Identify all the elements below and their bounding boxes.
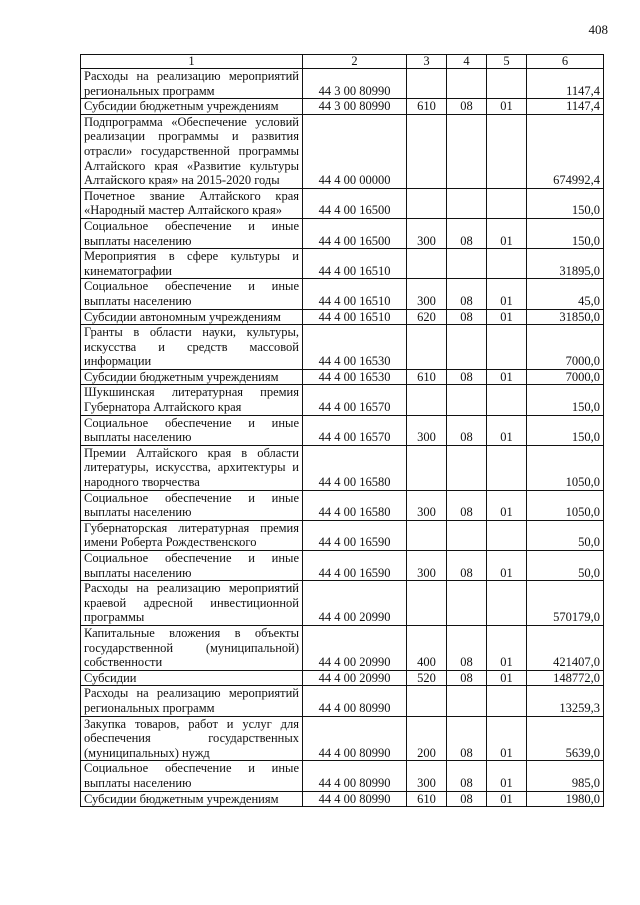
row-pr-cell [487, 69, 527, 99]
row-code-cell: 44 4 00 80990 [303, 686, 407, 716]
table-row [81, 581, 604, 626]
row-vr-cell: 610 [407, 369, 447, 385]
row-rz-cell [447, 325, 487, 370]
budget-table [80, 54, 604, 807]
row-name-cell: Расходы на реализацию мероприятий региональных программ [81, 686, 303, 716]
row-pr-cell: 01 [487, 716, 527, 761]
row-rz-cell: 08 [447, 490, 487, 520]
row-amount-cell: 148772,0 [527, 670, 604, 686]
column-header-name: 1 [81, 55, 303, 69]
row-code-cell: 44 3 00 80990 [303, 69, 407, 99]
table-row [81, 279, 604, 309]
row-amount-cell: 13259,3 [527, 686, 604, 716]
table-row [81, 188, 604, 218]
row-vr-cell: 610 [407, 99, 447, 115]
table-row [81, 625, 604, 670]
table-row [81, 490, 604, 520]
row-vr-cell: 300 [407, 218, 447, 248]
row-vr-cell: 300 [407, 490, 447, 520]
row-code-cell: 44 4 00 16570 [303, 415, 407, 445]
row-pr-cell: 01 [487, 670, 527, 686]
row-vr-cell: 400 [407, 625, 447, 670]
row-code-cell: 44 3 00 80990 [303, 99, 407, 115]
row-pr-cell: 01 [487, 551, 527, 581]
row-pr-cell: 01 [487, 490, 527, 520]
row-vr-cell: 200 [407, 716, 447, 761]
row-vr-cell: 300 [407, 551, 447, 581]
row-amount-cell: 150,0 [527, 218, 604, 248]
row-amount-cell: 421407,0 [527, 625, 604, 670]
table-row [81, 670, 604, 686]
row-code-cell: 44 4 00 20990 [303, 581, 407, 626]
row-name-cell: Премии Алтайского края в области литературы, искусства, архитектуры и народного творчества [81, 445, 303, 490]
row-amount-cell: 7000,0 [527, 369, 604, 385]
row-rz-cell [447, 520, 487, 550]
row-pr-cell [487, 385, 527, 415]
row-code-cell: 44 4 00 80990 [303, 791, 407, 807]
row-name-cell: Субсидии бюджетным учреждениям [81, 99, 303, 115]
row-pr-cell [487, 249, 527, 279]
row-pr-cell [487, 581, 527, 626]
row-amount-cell: 50,0 [527, 551, 604, 581]
row-vr-cell [407, 520, 447, 550]
column-header-code: 2 [303, 55, 407, 69]
row-pr-cell: 01 [487, 625, 527, 670]
row-vr-cell [407, 249, 447, 279]
row-name-cell: Закупка товаров, работ и услуг для обеспечения государственных (муниципальных) нужд [81, 716, 303, 761]
row-vr-cell [407, 581, 447, 626]
row-pr-cell: 01 [487, 415, 527, 445]
row-name-cell: Субсидии автономным учреждениям [81, 309, 303, 325]
row-pr-cell [487, 114, 527, 188]
row-rz-cell [447, 445, 487, 490]
row-name-cell: Субсидии [81, 670, 303, 686]
row-code-cell: 44 4 00 16580 [303, 445, 407, 490]
row-name-cell: Социальное обеспечение и иные выплаты населению [81, 415, 303, 445]
row-rz-cell: 08 [447, 761, 487, 791]
row-code-cell: 44 4 00 20990 [303, 670, 407, 686]
row-pr-cell [487, 188, 527, 218]
row-pr-cell: 01 [487, 309, 527, 325]
row-rz-cell [447, 686, 487, 716]
row-amount-cell: 1147,4 [527, 69, 604, 99]
column-header-vr: 3 [407, 55, 447, 69]
row-code-cell: 44 4 00 16500 [303, 188, 407, 218]
row-amount-cell: 50,0 [527, 520, 604, 550]
row-code-cell: 44 4 00 16510 [303, 249, 407, 279]
row-pr-cell: 01 [487, 761, 527, 791]
row-name-cell: Гранты в области науки, культуры, искусства и средств массовой информации [81, 325, 303, 370]
row-vr-cell [407, 445, 447, 490]
table-row [81, 309, 604, 325]
row-pr-cell [487, 686, 527, 716]
row-rz-cell: 08 [447, 309, 487, 325]
row-rz-cell: 08 [447, 625, 487, 670]
row-vr-cell: 520 [407, 670, 447, 686]
table-row [81, 791, 604, 807]
table-row [81, 445, 604, 490]
row-name-cell: Мероприятия в сфере культуры и кинематографии [81, 249, 303, 279]
table-row [81, 99, 604, 115]
row-code-cell: 44 4 00 16570 [303, 385, 407, 415]
column-header-amount: 6 [527, 55, 604, 69]
row-name-cell: Социальное обеспечение и иные выплаты населению [81, 761, 303, 791]
row-code-cell: 44 4 00 16590 [303, 551, 407, 581]
row-pr-cell [487, 325, 527, 370]
row-vr-cell: 610 [407, 791, 447, 807]
row-name-cell: Социальное обеспечение и иные выплаты населению [81, 551, 303, 581]
table-row [81, 369, 604, 385]
row-rz-cell [447, 69, 487, 99]
row-vr-cell: 300 [407, 279, 447, 309]
row-code-cell: 44 4 00 20990 [303, 625, 407, 670]
row-vr-cell: 300 [407, 761, 447, 791]
row-amount-cell: 1050,0 [527, 445, 604, 490]
row-rz-cell: 08 [447, 670, 487, 686]
row-rz-cell: 08 [447, 551, 487, 581]
row-amount-cell: 150,0 [527, 385, 604, 415]
row-rz-cell [447, 581, 487, 626]
row-name-cell: Социальное обеспечение и иные выплаты населению [81, 279, 303, 309]
row-name-cell: Губернаторская литературная премия имени Роберта Рождественского [81, 520, 303, 550]
table-row [81, 716, 604, 761]
column-header-rz: 4 [447, 55, 487, 69]
row-vr-cell [407, 188, 447, 218]
row-amount-cell: 985,0 [527, 761, 604, 791]
row-name-cell: Шукшинская литературная премия Губернатора Алтайского края [81, 385, 303, 415]
row-amount-cell: 1050,0 [527, 490, 604, 520]
row-amount-cell: 7000,0 [527, 325, 604, 370]
row-code-cell: 44 4 00 00000 [303, 114, 407, 188]
row-code-cell: 44 4 00 16590 [303, 520, 407, 550]
row-vr-cell [407, 325, 447, 370]
row-amount-cell: 150,0 [527, 415, 604, 445]
table-row [81, 218, 604, 248]
row-pr-cell [487, 445, 527, 490]
row-amount-cell: 1147,4 [527, 99, 604, 115]
row-pr-cell [487, 520, 527, 550]
row-name-cell: Социальное обеспечение и иные выплаты населению [81, 490, 303, 520]
row-amount-cell: 31850,0 [527, 309, 604, 325]
table-row [81, 69, 604, 99]
table-row [81, 114, 604, 188]
table-row [81, 551, 604, 581]
row-vr-cell [407, 114, 447, 188]
row-name-cell: Субсидии бюджетным учреждениям [81, 791, 303, 807]
row-amount-cell: 45,0 [527, 279, 604, 309]
row-vr-cell: 620 [407, 309, 447, 325]
row-code-cell: 44 4 00 16510 [303, 279, 407, 309]
page-number: 408 [588, 22, 608, 37]
row-pr-cell: 01 [487, 791, 527, 807]
row-code-cell: 44 4 00 16500 [303, 218, 407, 248]
row-rz-cell [447, 114, 487, 188]
row-rz-cell: 08 [447, 218, 487, 248]
row-name-cell: Подпрограмма «Обеспечение условий реализации программы и развития отрасли» государственной программы Алтайского края «Развитие культуры Алтайского края» на 2015-2020 годы [81, 114, 303, 188]
row-rz-cell: 08 [447, 415, 487, 445]
table-row [81, 415, 604, 445]
row-code-cell: 44 4 00 16580 [303, 490, 407, 520]
row-code-cell: 44 4 00 16510 [303, 309, 407, 325]
row-name-cell: Почетное звание Алтайского края «Народный мастер Алтайского края» [81, 188, 303, 218]
row-rz-cell: 08 [447, 369, 487, 385]
row-vr-cell [407, 69, 447, 99]
row-amount-cell: 674992,4 [527, 114, 604, 188]
row-vr-cell [407, 686, 447, 716]
row-rz-cell: 08 [447, 716, 487, 761]
row-vr-cell: 300 [407, 415, 447, 445]
row-code-cell: 44 4 00 16530 [303, 325, 407, 370]
row-name-cell: Социальное обеспечение и иные выплаты населению [81, 218, 303, 248]
table-row [81, 385, 604, 415]
row-rz-cell: 08 [447, 279, 487, 309]
row-pr-cell: 01 [487, 369, 527, 385]
row-rz-cell: 08 [447, 791, 487, 807]
header-row [81, 55, 604, 69]
row-rz-cell [447, 188, 487, 218]
table-row [81, 325, 604, 370]
row-name-cell: Субсидии бюджетным учреждениям [81, 369, 303, 385]
row-name-cell: Расходы на реализацию мероприятий краевой адресной инвестиционной программы [81, 581, 303, 626]
row-pr-cell: 01 [487, 218, 527, 248]
row-code-cell: 44 4 00 80990 [303, 716, 407, 761]
table-row [81, 520, 604, 550]
table-row [81, 249, 604, 279]
row-rz-cell [447, 385, 487, 415]
row-pr-cell: 01 [487, 99, 527, 115]
row-amount-cell: 31895,0 [527, 249, 604, 279]
row-amount-cell: 5639,0 [527, 716, 604, 761]
row-pr-cell: 01 [487, 279, 527, 309]
row-amount-cell: 1980,0 [527, 791, 604, 807]
row-vr-cell [407, 385, 447, 415]
row-rz-cell [447, 249, 487, 279]
table-row [81, 761, 604, 791]
table-row [81, 686, 604, 716]
row-name-cell: Капитальные вложения в объекты государственной (муниципальной) собственности [81, 625, 303, 670]
row-code-cell: 44 4 00 80990 [303, 761, 407, 791]
row-amount-cell: 570179,0 [527, 581, 604, 626]
column-header-pr: 5 [487, 55, 527, 69]
row-rz-cell: 08 [447, 99, 487, 115]
row-amount-cell: 150,0 [527, 188, 604, 218]
row-code-cell: 44 4 00 16530 [303, 369, 407, 385]
row-name-cell: Расходы на реализацию мероприятий региональных программ [81, 69, 303, 99]
